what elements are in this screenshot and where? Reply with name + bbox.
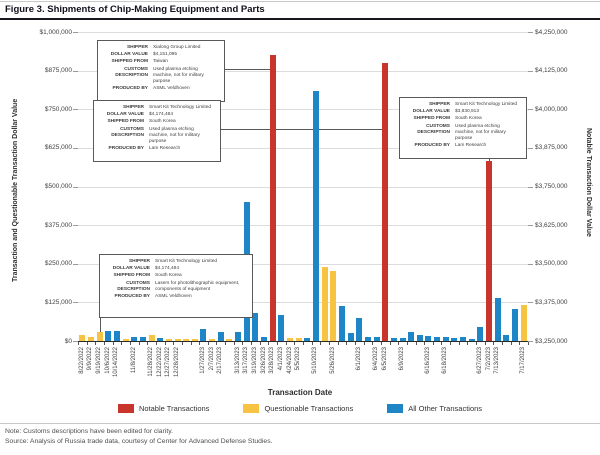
- callout-row: [104, 59, 218, 65]
- y-axis-label-right: $4,125,000: [535, 67, 568, 75]
- x-tick: [381, 342, 382, 345]
- x-tick: [147, 342, 148, 345]
- x-axis-label-text: 6/16/2023: [424, 347, 431, 374]
- x-tick: [121, 342, 122, 345]
- callout-row: [100, 127, 214, 146]
- bar-other: [477, 327, 483, 341]
- x-tick: [95, 342, 96, 345]
- x-axis-label-text: 6/27/2023: [476, 347, 483, 374]
- callout-row: [406, 124, 520, 143]
- callout-field-label: PRODUCED BY: [114, 294, 150, 300]
- y-tick-left: [73, 264, 78, 265]
- x-axis-label-text: 5/26/2023: [329, 347, 336, 374]
- bar-other: [460, 337, 466, 341]
- callout-row: [406, 116, 520, 122]
- x-tick: [476, 342, 477, 345]
- callout-field-value: Taiwan: [153, 59, 168, 65]
- callout-row: [104, 52, 218, 58]
- x-axis-label-text: 4/1/2023: [277, 347, 284, 371]
- y-axis-label-right: $3,500,000: [535, 260, 568, 268]
- bar-questionable: [192, 339, 198, 341]
- callout-row: [104, 86, 218, 92]
- bar-other: [261, 337, 267, 341]
- x-tick: [277, 342, 278, 345]
- bar-questionable: [521, 305, 527, 341]
- callout-box: [97, 40, 225, 102]
- callout-field-value: Used plasma etching machine, not for military purpose: [455, 123, 506, 142]
- x-tick: [234, 342, 235, 345]
- top-rule: [0, 1, 600, 2]
- callout-field-label: PRODUCED BY: [108, 146, 144, 152]
- y-axis-label-left: $0: [64, 337, 72, 345]
- y-axis-label-right: $3,250,000: [535, 337, 568, 345]
- bar-other: [400, 338, 406, 341]
- bar-other: [304, 338, 310, 341]
- bar-questionable: [322, 267, 328, 341]
- x-tick: [173, 342, 174, 345]
- callout-field-label: DOLLAR VALUE: [412, 109, 450, 115]
- callout-row: [100, 119, 214, 125]
- x-axis-label-text: 5/5/2023: [295, 347, 302, 371]
- x-tick: [260, 342, 261, 345]
- callout-row: [100, 112, 214, 118]
- x-axis-label-text: 6/4/2023: [373, 347, 380, 371]
- callout-row: [106, 266, 246, 272]
- bar-other: [391, 338, 397, 341]
- bar-notable: [382, 63, 388, 341]
- x-tick: [286, 342, 287, 345]
- y-tick-right: [528, 225, 533, 226]
- x-axis-label-text: 10/14/2022: [113, 347, 120, 378]
- x-axis-title: Transaction Date: [267, 388, 333, 397]
- x-tick: [87, 342, 88, 345]
- callout-row: [106, 281, 246, 293]
- y-axis-label-right: $3,625,000: [535, 221, 568, 229]
- x-tick: [407, 342, 408, 345]
- bar-other: [469, 339, 475, 341]
- y-axis-title-left: Transaction and Questionable Transaction Dollar Value: [12, 98, 19, 282]
- callout-field-value: ASML Veldhoven: [153, 86, 190, 92]
- bar-other: [503, 335, 509, 341]
- y-tick-left: [73, 109, 78, 110]
- bar-questionable: [175, 339, 181, 341]
- x-tick: [502, 342, 503, 345]
- bar-questionable: [330, 271, 336, 341]
- y-axis-label-left: $625,000: [44, 144, 72, 152]
- y-axis-label-right: $3,875,000: [535, 144, 568, 152]
- x-axis-label-text: 4/24/2023: [286, 347, 293, 374]
- x-axis-label-text: 1/27/2023: [199, 347, 206, 374]
- bar-questionable: [88, 337, 94, 341]
- note-text: Note: Customs descriptions have been edited for clarity.: [5, 428, 173, 435]
- legend-label: All Other Transactions: [408, 404, 483, 413]
- x-axis-label-text: 12/22/2022: [156, 347, 163, 378]
- x-tick: [268, 342, 269, 345]
- x-tick: [251, 342, 252, 345]
- callout-field-label: SHIPPED FROM: [111, 59, 148, 65]
- callout-connector: [225, 69, 273, 70]
- bar-other: [200, 329, 206, 341]
- x-tick: [208, 342, 209, 345]
- callout-row: [406, 102, 520, 108]
- x-axis-label-text: 12/27/2022: [165, 347, 172, 378]
- x-tick: [450, 342, 451, 345]
- x-tick: [78, 342, 79, 345]
- callout-field-value: Smart Kit Technology Limited: [149, 105, 212, 110]
- bar-questionable: [166, 339, 172, 341]
- callout-field-value: $4,174,484: [155, 266, 180, 272]
- x-tick: [156, 342, 157, 345]
- bar-questionable: [296, 338, 302, 341]
- y-axis-title-right: Notable Transaction Dollar Value: [585, 128, 592, 237]
- x-tick: [139, 342, 140, 345]
- x-tick: [191, 342, 192, 345]
- callout-box: [399, 97, 527, 159]
- x-tick: [165, 342, 166, 345]
- gridline: [78, 187, 528, 188]
- callout-field-label: CUSTOMS DESCRIPTION: [111, 126, 144, 138]
- gridline: [78, 32, 528, 33]
- y-tick-left: [73, 225, 78, 226]
- callout-field-label: DOLLAR VALUE: [110, 52, 148, 58]
- x-axis-label-text: 11/28/2022: [148, 347, 155, 377]
- x-axis-label-text: 2/7/2023: [208, 347, 215, 371]
- callout-field-value: Used plasma etching machine, not for military purpose: [149, 126, 200, 145]
- callout-field-label: SHIPPER: [428, 102, 450, 107]
- x-tick: [416, 342, 417, 345]
- callout-field-label: SHIPPED FROM: [113, 273, 150, 279]
- y-tick-left: [73, 71, 78, 72]
- bar-questionable: [97, 332, 103, 341]
- x-tick: [242, 342, 243, 345]
- x-tick: [113, 342, 114, 345]
- legend-label: Notable Transactions: [138, 404, 210, 413]
- x-axis-label-text: 6/5/2023: [381, 347, 388, 371]
- callout-box: [93, 100, 221, 162]
- legend-item: [387, 404, 482, 413]
- y-tick-right: [528, 71, 533, 72]
- x-axis-label-text: 7/13/2023: [494, 347, 501, 374]
- callout-row: [104, 45, 218, 51]
- bar-notable: [270, 55, 276, 341]
- y-tick-left: [73, 302, 78, 303]
- y-axis-label-right: $3,375,000: [535, 298, 568, 306]
- bar-questionable: [123, 339, 129, 341]
- legend-item: [118, 404, 209, 413]
- bar-questionable: [287, 338, 293, 341]
- y-tick-right: [528, 148, 533, 149]
- bar-other: [495, 298, 501, 341]
- x-tick: [433, 342, 434, 345]
- footer-rule: [0, 423, 600, 424]
- bar-other: [348, 333, 354, 341]
- bar-questionable: [183, 339, 189, 341]
- callout-field-label: PRODUCED BY: [112, 86, 148, 92]
- bar-other: [114, 331, 120, 341]
- bar-questionable: [149, 335, 155, 341]
- x-tick: [467, 342, 468, 345]
- callout-field-value: ASML Veldhoven: [155, 294, 192, 300]
- x-axis-label-text: 6/18/2023: [442, 347, 449, 374]
- y-axis-label-right: $4,250,000: [535, 28, 568, 36]
- x-tick: [320, 342, 321, 345]
- x-axis-label-text: 3/13/2023: [234, 347, 241, 374]
- x-tick: [104, 342, 105, 345]
- callout-connector: [221, 129, 385, 130]
- x-tick: [346, 342, 347, 345]
- x-axis-label-text: 11/8/2022: [130, 347, 137, 374]
- bar-questionable: [226, 339, 232, 341]
- bar-other: [140, 337, 146, 341]
- title-rule: [0, 18, 600, 20]
- y-tick-left: [73, 148, 78, 149]
- y-axis-label-left: $375,000: [44, 221, 72, 229]
- bar-notable: [486, 161, 492, 341]
- callout-row: [100, 105, 214, 111]
- bar-other: [218, 332, 224, 341]
- x-axis-label-text: 7/2/2023: [485, 347, 492, 371]
- bar-other: [131, 337, 137, 341]
- x-axis-label-text: 12/28/2022: [174, 347, 181, 378]
- bar-other: [235, 332, 241, 341]
- x-axis-label-text: 6/1/2023: [355, 347, 362, 371]
- x-tick: [390, 342, 391, 345]
- x-tick: [355, 342, 356, 345]
- y-tick-left: [73, 187, 78, 188]
- x-tick: [338, 342, 339, 345]
- callout-field-label: DOLLAR VALUE: [106, 112, 144, 118]
- bar-other: [278, 315, 284, 341]
- bar-other: [313, 91, 319, 341]
- y-axis-label-left: $1,000,000: [39, 28, 72, 36]
- callout-field-value: $4,174,484: [149, 112, 174, 118]
- callout-field-value: Used plasma etching machine, not for military purpose: [153, 66, 204, 85]
- x-axis-label-text: 3/28/2023: [269, 347, 276, 374]
- callout-field-value: South Korea: [455, 116, 482, 122]
- callout-field-value: Lasers for photolithographic equipment, components of equipment: [155, 280, 240, 292]
- bar-other: [512, 309, 518, 341]
- callout-field-value: South Korea: [149, 119, 176, 125]
- callout-field-label: CUSTOMS DESCRIPTION: [115, 66, 148, 78]
- bar-questionable: [79, 335, 85, 341]
- x-tick: [303, 342, 304, 345]
- legend-swatch-notable: [118, 404, 134, 413]
- x-tick: [398, 342, 399, 345]
- y-tick-right: [528, 302, 533, 303]
- y-tick-right: [528, 264, 533, 265]
- callout-field-value: Smart Kit Technology Limited: [455, 102, 518, 107]
- callout-field-label: SHIPPED FROM: [107, 119, 144, 125]
- x-axis-label-text: 6/9/2023: [399, 347, 406, 371]
- x-tick: [519, 342, 520, 345]
- x-tick: [511, 342, 512, 345]
- y-tick-left: [73, 32, 78, 33]
- callout-row: [406, 109, 520, 115]
- x-tick: [372, 342, 373, 345]
- x-tick: [459, 342, 460, 345]
- x-tick: [312, 342, 313, 345]
- figure-title: Figure 3. Shipments of Chip-Making Equipment and Parts: [5, 4, 265, 15]
- y-tick-right: [528, 187, 533, 188]
- x-axis-label-text: 9/19/2022: [96, 347, 103, 374]
- bar-other: [356, 318, 362, 341]
- x-axis-label-text: 3/17/2023: [243, 347, 250, 374]
- x-tick: [199, 342, 200, 345]
- y-axis-label-left: $750,000: [44, 105, 72, 113]
- x-tick: [329, 342, 330, 345]
- x-axis-label-text: 10/6/2022: [104, 347, 111, 374]
- y-axis-label-left: $250,000: [44, 260, 72, 268]
- y-tick-right: [528, 109, 533, 110]
- x-tick: [441, 342, 442, 345]
- x-tick: [493, 342, 494, 345]
- callout-field-label: SHIPPED FROM: [413, 116, 450, 122]
- x-tick: [485, 342, 486, 345]
- bar-other: [434, 337, 440, 341]
- bar-other: [374, 337, 380, 341]
- callout-field-value: Lam Research: [149, 146, 181, 152]
- bar-other: [252, 313, 258, 341]
- source-text: Source: Analysis of Russia trade data, courtesy of Center for Advanced Defense Studies.: [5, 438, 273, 445]
- x-axis-label-text: 5/10/2023: [312, 347, 319, 374]
- x-axis-label-text: 3/19/2023: [251, 347, 258, 374]
- callout-field-label: CUSTOMS DESCRIPTION: [117, 280, 150, 292]
- x-axis-label-text: 7/17/2023: [520, 347, 527, 374]
- bar-other: [105, 331, 111, 341]
- callout-field-label: SHIPPER: [122, 105, 144, 110]
- callout-connector: [100, 318, 101, 332]
- x-tick: [528, 342, 529, 345]
- callout-row: [106, 259, 246, 265]
- y-tick-right: [528, 32, 533, 33]
- x-tick: [225, 342, 226, 345]
- legend-swatch-questionable: [243, 404, 259, 413]
- callout-row: [406, 143, 520, 149]
- x-tick: [182, 342, 183, 345]
- callout-field-value: $3,830,913: [455, 109, 480, 115]
- y-axis-label-left: $125,000: [44, 298, 72, 306]
- bar-other: [417, 335, 423, 341]
- callout-field-label: DOLLAR VALUE: [112, 266, 150, 272]
- callout-row: [106, 273, 246, 279]
- x-axis-label-text: 3/26/2023: [260, 347, 267, 374]
- callout-field-value: $4,151,095: [153, 52, 178, 58]
- bar-other: [425, 336, 431, 341]
- x-tick: [130, 342, 131, 345]
- bar-other: [157, 338, 163, 341]
- callout-row: [100, 146, 214, 152]
- callout-field-label: SHIPPER: [128, 259, 150, 264]
- callout-field-label: PRODUCED BY: [414, 143, 450, 149]
- callout-box: [99, 254, 253, 318]
- callout-row: [104, 67, 218, 86]
- gridline: [78, 225, 528, 226]
- bar-other: [408, 332, 414, 341]
- x-axis-label-text: 9/9/2022: [87, 347, 94, 371]
- legend-item: [243, 404, 353, 413]
- x-axis-label-text: 2/17/2023: [217, 347, 224, 374]
- callout-field-value: Smart Kit Technology Limited: [155, 259, 218, 264]
- bar-other: [339, 306, 345, 341]
- y-axis-label-left: $500,000: [44, 183, 72, 190]
- y-axis-label-right: $4,000,000: [535, 105, 568, 113]
- bar-questionable: [209, 339, 215, 341]
- callout-field-value: Xialong Group Limited: [153, 45, 201, 50]
- callout-field-label: CUSTOMS DESCRIPTION: [417, 123, 450, 135]
- legend-label: Questionable Transactions: [264, 404, 354, 413]
- callout-field-value: South Korea: [155, 273, 182, 279]
- x-tick: [424, 342, 425, 345]
- x-axis-label-text: 8/22/2022: [78, 347, 85, 374]
- x-tick: [294, 342, 295, 345]
- bar-other: [451, 338, 457, 341]
- callout-field-label: SHIPPER: [126, 45, 148, 50]
- callout-field-value: Lam Research: [455, 143, 487, 149]
- callout-row: [106, 294, 246, 300]
- y-axis-label-right: $3,750,000: [535, 183, 568, 190]
- bar-other: [365, 337, 371, 341]
- legend-swatch-other: [387, 404, 403, 413]
- x-tick: [216, 342, 217, 345]
- y-axis-label-left: $875,000: [44, 67, 72, 75]
- bar-other: [443, 337, 449, 341]
- chart-legend: [0, 404, 600, 413]
- x-tick: [364, 342, 365, 345]
